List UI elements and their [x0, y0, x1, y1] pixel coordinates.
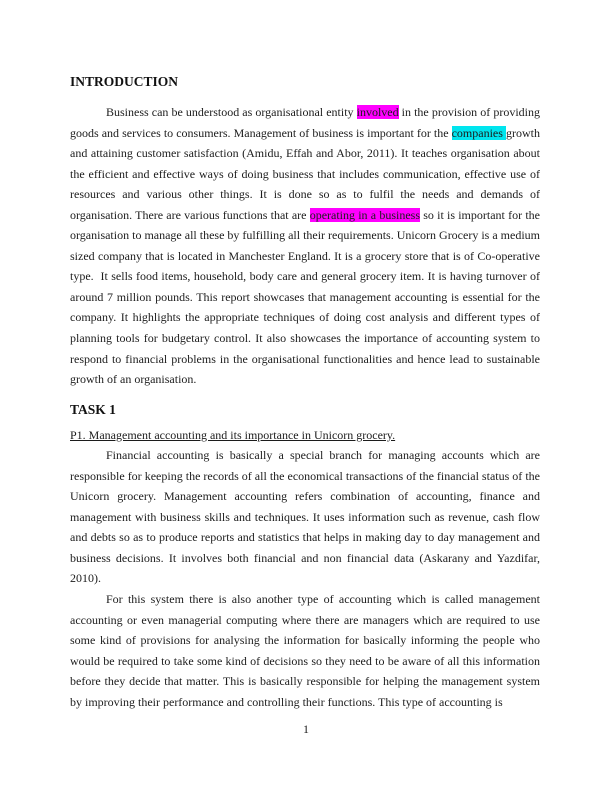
highlighted-text-magenta: involved	[356, 105, 399, 119]
text-run: Business can be understood as organisational entity	[106, 105, 357, 119]
text-run: so it is important for the organisation to manage all these by fulfilling all their requirements. Unicorn Grocery is a medium sized company that is located in Manchester England. It is a grocery store that is of Co-operative type. It sells food items, household, body care and general grocery item. It is having turnover of around 7 million pounds. This report showcases that management accounting is essential for the company. It highlights the appropriate techniques of doing cost analysis and different types of planning tools for budgetary control. It also showcases the importance of accounting system to respond to financial problems in the organisational functionalities and hence lead to sustainable growth of an organisation.	[70, 207, 540, 387]
highlighted-text-cyan: companies	[451, 125, 506, 140]
page-number: 1	[303, 722, 309, 736]
introduction-heading: INTRODUCTION	[70, 74, 179, 89]
highlighted-text-magenta: operating in a business	[309, 207, 420, 222]
document-content	[70, 72, 540, 712]
task1-heading: TASK 1	[70, 401, 116, 417]
text-run: Financial accounting is basically a special branch for managing accounts which are responsible for keeping the records of all the economical transactions of the financial status of the Unicorn grocery. Management accounting refers combination of accounting, finance and management with business skills and techniques. It uses information such as revenue, cash flow and debts so as to produce reports and statistics that helps in making day to day management and business decisions. It involves both financial and non financial data (Askarany and Yazdifar, 2010).	[70, 448, 540, 586]
text-run: in the provision of providing goods and services to consumers. Management of business is important for the	[70, 105, 540, 140]
p1-subheading: P1. Management accounting and its importance in Unicorn grocery.	[70, 427, 396, 442]
management-accounting-paragraph	[70, 589, 540, 712]
text-run: growth and attaining customer satisfaction (Amidu, Effah and Abor, 2011). It teaches organisation about the efficient and effective ways of doing business that includes communication, effective use of resources and various other things. It is done so as to fulfil the needs and demands of organisation. There are various functions that are	[70, 125, 540, 222]
introduction-paragraph	[70, 102, 540, 390]
financial-accounting-paragraph	[70, 445, 540, 589]
text-run: For this system there is also another type of accounting which is called management accounting or even managerial computing where there are managers which are required to use some kind of provisions for analysing the information for basically informing the people who would be required to take some kind of decisions so they need to be aware of all this information before they decide that matter. This is basically responsible for helping the management system by improving their performance and controlling their functions. This type of accounting is	[70, 591, 540, 709]
